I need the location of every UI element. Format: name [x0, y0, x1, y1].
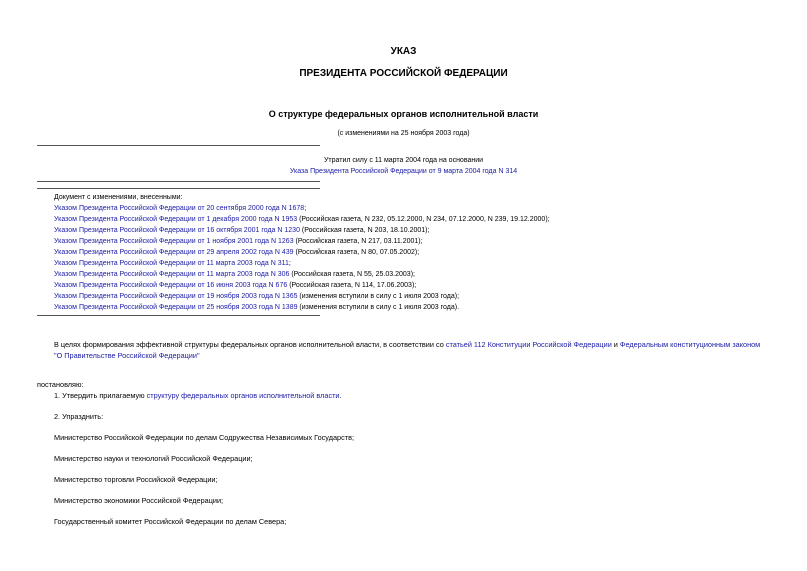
abolished-item: Министерство науки и технологий Российской Федерации; — [54, 454, 253, 463]
resolved-text: постановляю: — [37, 380, 84, 389]
abolished-item: Министерство экономики Российской Федерации; — [54, 496, 224, 505]
preamble-text: В целях формирования эффективной структуры федеральных органов исполнительной власти, в соответствии со — [54, 340, 446, 349]
change-link[interactable]: Указом Президента Российской Федерации от 19 ноября 2003 года N 1365 — [54, 293, 298, 300]
repeal-note: Утратил силу с 11 марта 2004 года на основании — [323, 157, 484, 164]
point-1-text: 1. Утвердить прилагаемую — [54, 391, 147, 400]
change-link[interactable]: Указом Президента Российской Федерации от 16 июня 2003 года N 676 — [54, 282, 288, 289]
list-item — [54, 269, 550, 280]
repeal-decree-link[interactable]: Указа Президента Российской Федерации от 9 марта 2004 года N 314 — [289, 168, 518, 175]
change-link[interactable]: Указом Президента Российской Федерации от 25 ноября 2003 года N 1389 — [54, 304, 298, 311]
abolished-item: Государственный комитет Российской Федерации по делам Севера; — [54, 517, 287, 526]
list-item — [54, 247, 550, 258]
divider — [37, 181, 320, 182]
divider — [37, 188, 320, 189]
list-item — [54, 258, 550, 269]
change-link[interactable]: Указом Президента Российской Федерации от 1 ноября 2001 года N 1263 — [54, 238, 294, 245]
change-link[interactable]: Указом Президента Российской Федерации от 29 апреля 2002 года N 439 — [54, 249, 294, 256]
list-item — [54, 302, 550, 313]
doc-type-title: УКАЗ — [390, 46, 417, 57]
change-details: (Российская газета, N 203, 18.10.2001); — [299, 227, 430, 234]
point-2: 2. Упразднить: — [54, 412, 104, 421]
change-link[interactable]: Указом Президента Российской Федерации от 1 декабря 2000 года N 1953 — [54, 216, 298, 223]
constitution-link[interactable]: статьей 112 Конституции Российской Федерации — [445, 340, 612, 349]
changes-list — [54, 192, 550, 313]
list-item — [54, 280, 550, 291]
change-link[interactable]: Указом Президента Российской Федерации от 11 марта 2003 года N 311 — [54, 260, 289, 267]
point-1-tail: . — [339, 391, 342, 400]
changes-heading: Документ с изменениями, внесенными: — [54, 194, 183, 201]
change-details: (Российская газета, N 114, 17.06.2003); — [287, 282, 417, 289]
document-subject: О структуре федеральных органов исполнительной власти — [268, 109, 539, 119]
abolished-item: Министерство Российской Федерации по делам Содружества Независимых Государств; — [54, 433, 354, 442]
preamble-text: и — [611, 340, 620, 349]
structure-link[interactable]: структуру федеральных органов исполнительной власти — [146, 391, 340, 400]
list-item — [54, 214, 550, 225]
change-link[interactable]: Указом Президента Российской Федерации от 20 сентября 2000 года N 1678 — [54, 205, 305, 212]
preamble-paragraph — [54, 339, 770, 361]
change-details: ; — [288, 260, 291, 267]
list-item — [54, 203, 550, 214]
point-1 — [54, 391, 342, 400]
change-details: ; — [304, 205, 307, 212]
change-details: (Российская газета, N 55, 25.03.2003); — [289, 271, 415, 278]
list-item — [54, 291, 550, 302]
change-link[interactable]: Указом Президента Российской Федерации от 11 марта 2003 года N 306 — [54, 271, 290, 278]
divider — [37, 145, 320, 146]
divider — [37, 315, 320, 316]
change-details: (изменения вступили в силу с 1 июля 2003 года). — [297, 304, 460, 311]
change-link[interactable]: Указом Президента Российской Федерации от 16 октября 2001 года N 1230 — [54, 227, 300, 234]
federal-law-link[interactable]: Федеральным конституционным законом "О Правительстве Российской Федерации" — [54, 340, 761, 360]
list-item — [54, 225, 550, 236]
issuer-title: ПРЕЗИДЕНТА РОССИЙСКОЙ ФЕДЕРАЦИИ — [299, 68, 508, 79]
list-item — [54, 236, 550, 247]
change-details: (Российская газета, N 232, 05.12.2000, N 234, 07.12.2000, N 239, 19.12.2000); — [297, 216, 550, 223]
change-details: (Российская газета, N 217, 03.11.2001); — [293, 238, 423, 245]
change-details: (изменения вступили в силу с 1 июля 2003 года); — [297, 293, 460, 300]
abolished-item: Министерство торговли Российской Федерации; — [54, 475, 218, 484]
change-details: (Российская газета, N 80, 07.05.2002); — [293, 249, 420, 256]
amendment-note: (с изменениями на 25 ноября 2003 года) — [337, 130, 470, 137]
